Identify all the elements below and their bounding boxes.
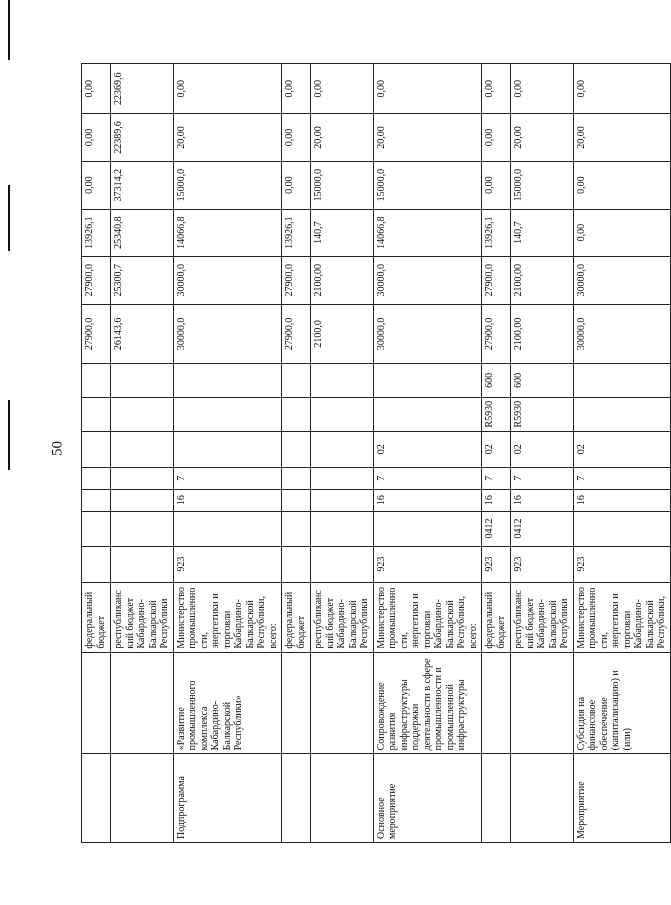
pgp-cell bbox=[111, 467, 174, 489]
table-row bbox=[111, 64, 174, 843]
table-row bbox=[82, 64, 111, 843]
vr-cell bbox=[111, 363, 174, 397]
v2-cell: 30000,0 bbox=[573, 256, 670, 304]
pgp-cell: 7 bbox=[511, 467, 574, 489]
binder-line-top bbox=[8, 0, 10, 60]
om-cell bbox=[311, 431, 374, 467]
status-cell bbox=[482, 754, 511, 843]
pgp-cell bbox=[282, 467, 311, 489]
v1-cell: 27900,0 bbox=[282, 304, 311, 363]
v3-cell: 140,7 bbox=[511, 209, 574, 256]
status-cell bbox=[111, 754, 174, 843]
rz-cell bbox=[311, 511, 374, 546]
title-cell: Сопровождение развития инфраструктуры поддержки деятельности в сфере промышленности и промышленной инфраструктуры bbox=[373, 652, 482, 754]
rz-cell: 0412 bbox=[482, 511, 511, 546]
rz-cell bbox=[82, 511, 111, 546]
v5-cell: 20,00 bbox=[173, 114, 282, 161]
om-cell bbox=[173, 431, 282, 467]
v3-cell: 14066,8 bbox=[173, 209, 282, 256]
rz-cell bbox=[173, 511, 282, 546]
v6-cell: 0,00 bbox=[511, 64, 574, 114]
cs-cell bbox=[82, 397, 111, 431]
vr-cell bbox=[373, 363, 482, 397]
v6-cell: 0,00 bbox=[373, 64, 482, 114]
om-cell: 02 bbox=[511, 431, 574, 467]
v2-cell: 27900,0 bbox=[82, 256, 111, 304]
budget-table-wrapper bbox=[81, 63, 667, 843]
cs-cell bbox=[311, 397, 374, 431]
executor-cell: Министерство промышленности, энергетики и торговли Кабардино-Балкарской Республики, всего: bbox=[373, 582, 482, 652]
rz-cell: 0412 bbox=[511, 511, 574, 546]
status-cell: Основное мероприятие bbox=[373, 754, 482, 843]
pgp-cell: 7 bbox=[173, 467, 282, 489]
table-row bbox=[311, 64, 374, 843]
grbs-cell: 923 bbox=[373, 546, 482, 582]
rz-cell bbox=[282, 511, 311, 546]
gp-cell: 16 bbox=[173, 489, 282, 511]
rz-cell bbox=[111, 511, 174, 546]
v3-cell: 13926,1 bbox=[482, 209, 511, 256]
title-cell bbox=[311, 652, 374, 754]
status-cell bbox=[82, 754, 111, 843]
title-cell bbox=[111, 652, 174, 754]
executor-cell: федеральный бюджет bbox=[282, 582, 311, 652]
v5-cell: 20,00 bbox=[511, 114, 574, 161]
v4-cell: 15000,0 bbox=[511, 161, 574, 209]
gp-cell: 16 bbox=[482, 489, 511, 511]
table-row bbox=[482, 64, 511, 843]
table-row bbox=[173, 64, 282, 843]
grbs-cell: 923 bbox=[482, 546, 511, 582]
grbs-cell: 923 bbox=[511, 546, 574, 582]
v5-cell: 0,00 bbox=[482, 114, 511, 161]
binder-line-lower bbox=[8, 400, 10, 470]
v3-cell: 0,00 bbox=[573, 209, 670, 256]
vr-cell bbox=[82, 363, 111, 397]
executor-cell: республиканский бюджет Кабардино-Балкарской Республики bbox=[311, 582, 374, 652]
executor-cell: республиканский бюджет Кабардино-Балкарской Республики bbox=[511, 582, 574, 652]
v2-cell: 27900,0 bbox=[282, 256, 311, 304]
v6-cell: 0,00 bbox=[482, 64, 511, 114]
om-cell bbox=[111, 431, 174, 467]
v3-cell: 14066,8 bbox=[373, 209, 482, 256]
vr-cell: 600 bbox=[511, 363, 574, 397]
gp-cell: 16 bbox=[373, 489, 482, 511]
grbs-cell bbox=[82, 546, 111, 582]
v2-cell: 30000,0 bbox=[373, 256, 482, 304]
pgp-cell: 7 bbox=[373, 467, 482, 489]
page-number: 50 bbox=[49, 441, 66, 456]
v1-cell: 26143,6 bbox=[111, 304, 174, 363]
table-row bbox=[373, 64, 482, 843]
v5-cell: 22389,6 bbox=[111, 114, 174, 161]
om-cell: 02 bbox=[482, 431, 511, 467]
binder-line-middle bbox=[8, 185, 10, 251]
rz-cell bbox=[573, 511, 670, 546]
executor-cell: Министерство промышленности, энергетики и торговли Кабардино-Балкарской Республики, bbox=[573, 582, 670, 652]
v2-cell: 27900,0 bbox=[482, 256, 511, 304]
budget-table bbox=[81, 63, 671, 843]
om-cell bbox=[282, 431, 311, 467]
title-cell: «Развитие промышленного комплекса Кабардино-Балкарской Республики» bbox=[173, 652, 282, 754]
cs-cell bbox=[111, 397, 174, 431]
v1-cell: 2100,0 bbox=[311, 304, 374, 363]
table-row bbox=[573, 64, 670, 843]
v3-cell: 25340,8 bbox=[111, 209, 174, 256]
v4-cell: 37314,2 bbox=[111, 161, 174, 209]
table-row bbox=[282, 64, 311, 843]
v4-cell: 0,00 bbox=[82, 161, 111, 209]
gp-cell bbox=[311, 489, 374, 511]
executor-cell: Министерство промышленности, энергетики и торговли Кабардино-Балкарской Республики, всего: bbox=[173, 582, 282, 652]
vr-cell bbox=[282, 363, 311, 397]
pgp-cell: 7 bbox=[573, 467, 670, 489]
status-cell bbox=[511, 754, 574, 843]
status-cell: Мероприятие bbox=[573, 754, 670, 843]
title-cell: Субсидия на финансовое обеспечение (капитализацию) и (или) bbox=[573, 652, 670, 754]
v3-cell: 140,7 bbox=[311, 209, 374, 256]
gp-cell: 16 bbox=[511, 489, 574, 511]
grbs-cell bbox=[111, 546, 174, 582]
executor-cell: федеральный бюджет bbox=[482, 582, 511, 652]
grbs-cell bbox=[311, 546, 374, 582]
v2-cell: 2100,00 bbox=[311, 256, 374, 304]
v3-cell: 13926,1 bbox=[82, 209, 111, 256]
cs-cell: R5930 bbox=[511, 397, 574, 431]
status-cell bbox=[282, 754, 311, 843]
executor-cell: федеральный бюджет bbox=[82, 582, 111, 652]
status-cell bbox=[311, 754, 374, 843]
vr-cell bbox=[311, 363, 374, 397]
cs-cell bbox=[282, 397, 311, 431]
v6-cell: 0,00 bbox=[311, 64, 374, 114]
om-cell: 02 bbox=[573, 431, 670, 467]
v5-cell: 0,00 bbox=[282, 114, 311, 161]
v4-cell: 15000,0 bbox=[311, 161, 374, 209]
grbs-cell: 923 bbox=[173, 546, 282, 582]
v5-cell: 0,00 bbox=[82, 114, 111, 161]
v4-cell: 0,00 bbox=[573, 161, 670, 209]
vr-cell: 600 bbox=[482, 363, 511, 397]
grbs-cell bbox=[282, 546, 311, 582]
title-cell bbox=[282, 652, 311, 754]
v2-cell: 25300,7 bbox=[111, 256, 174, 304]
v1-cell: 30000,0 bbox=[373, 304, 482, 363]
pgp-cell bbox=[82, 467, 111, 489]
vr-cell bbox=[573, 363, 670, 397]
v4-cell: 0,00 bbox=[282, 161, 311, 209]
v6-cell: 0,00 bbox=[282, 64, 311, 114]
gp-cell: 16 bbox=[573, 489, 670, 511]
pgp-cell bbox=[311, 467, 374, 489]
title-cell bbox=[482, 652, 511, 754]
title-cell bbox=[82, 652, 111, 754]
table-row bbox=[511, 64, 574, 843]
gp-cell bbox=[111, 489, 174, 511]
rotated-page-content bbox=[81, 63, 667, 843]
pgp-cell: 7 bbox=[482, 467, 511, 489]
v6-cell: 0,00 bbox=[173, 64, 282, 114]
executor-cell: республиканский бюджет Кабардино-Балкарской Республики bbox=[111, 582, 174, 652]
v6-cell: 0,00 bbox=[573, 64, 670, 114]
cs-cell: R5930 bbox=[482, 397, 511, 431]
v5-cell: 20,00 bbox=[311, 114, 374, 161]
v4-cell: 15000,0 bbox=[373, 161, 482, 209]
v1-cell: 2100,00 bbox=[511, 304, 574, 363]
grbs-cell: 923 bbox=[573, 546, 670, 582]
v1-cell: 27900,0 bbox=[82, 304, 111, 363]
cs-cell bbox=[173, 397, 282, 431]
v5-cell: 20,00 bbox=[573, 114, 670, 161]
v2-cell: 2100,00 bbox=[511, 256, 574, 304]
v4-cell: 0,00 bbox=[482, 161, 511, 209]
v5-cell: 20,00 bbox=[373, 114, 482, 161]
gp-cell bbox=[282, 489, 311, 511]
cs-cell bbox=[373, 397, 482, 431]
v6-cell: 0,00 bbox=[82, 64, 111, 114]
gp-cell bbox=[82, 489, 111, 511]
rz-cell bbox=[373, 511, 482, 546]
cs-cell bbox=[573, 397, 670, 431]
v1-cell: 30000,0 bbox=[173, 304, 282, 363]
om-cell: 02 bbox=[373, 431, 482, 467]
om-cell bbox=[82, 431, 111, 467]
status-cell: Подпрограмма bbox=[173, 754, 282, 843]
v1-cell: 27900,0 bbox=[482, 304, 511, 363]
vr-cell bbox=[173, 363, 282, 397]
title-cell bbox=[511, 652, 574, 754]
v1-cell: 30000,0 bbox=[573, 304, 670, 363]
v6-cell: 22369,6 bbox=[111, 64, 174, 114]
v2-cell: 30000,0 bbox=[173, 256, 282, 304]
v3-cell: 13926,1 bbox=[282, 209, 311, 256]
v4-cell: 15000,0 bbox=[173, 161, 282, 209]
